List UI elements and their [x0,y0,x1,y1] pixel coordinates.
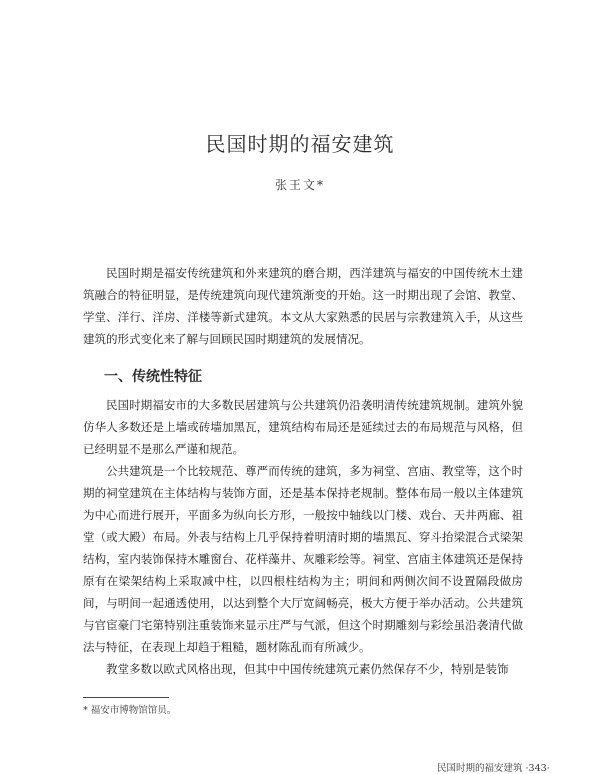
footnote-divider [83,697,169,698]
article-abstract: 民国时期是福安传统建筑和外来建筑的磨合期，西洋建筑与福安的中国传统木土建筑融合的特征明显，是传统建筑向现代建筑渐变的开始。这一时期出现了会馆、教堂、学堂、洋行、洋房、洋楼等新式建筑。本文从大家熟悉的民居与宗教建筑入手，从这些建筑的形式变化来了解与回顾民国时期建筑的发展情况。 [83,266,523,346]
body-paragraph: 教堂多数以欧式风格出现，但其中中国传统建筑元素仍然保存不少，特别是装饰 [106,662,509,676]
running-footer: 民国时期的福安建筑 ·343· [437,763,550,774]
article-author: 张王文* [274,178,325,192]
author-footnote: * 福安市博物馆馆员。 [83,705,177,716]
body-paragraph: 民国时期福安市的大多数民居建筑与公共建筑仍沿袭明清传统建筑规制。建筑外貌仿华人多数还是上墙或砖墙加黑瓦，建筑结构布局还是延续过去的布局规范与风格，但已经明显不是那么严谨和规范。 [83,398,523,456]
article-title: 民国时期的福安建筑 [205,132,395,156]
body-paragraph: 公共建筑是一个比较规范、尊严而传统的建筑，多为祠堂、宫庙、教堂等，这个时期的祠堂建筑在主体结构与装饰方面，还是基本保持老规制。整体布局一般以主体建筑为中心而进行展开，平面多为纵向长方形，一般按中轴线以门楼、戏台、天井两廊、祖堂（或大殿）布局。外表与结构上几乎保持着明清时期的墙黑瓦、穿斗抬梁混合式梁架结构，室内装饰保持木雕窗台、花样藻井、灰雕彩绘等。祠堂、宫庙主体建筑还是保持原有在梁架结构上采取减中柱，以四根柱结构为主；明间和两侧次间不设置隔段做房间，与明间一起通透使用，以达到整个大厅宽阔畅亮，极大方便于举办活动。公共建筑与官宦豪门宅第特别注重装饰来显示庄严与气派，但这个时期雕刻与彩绘虽沿袭清代做法与特征，在表现上却趋于粗糙，题材陈乱而有所减少。 [83,464,523,654]
section-heading: 一、传统性特征 [104,369,202,385]
section-body [83,394,523,680]
